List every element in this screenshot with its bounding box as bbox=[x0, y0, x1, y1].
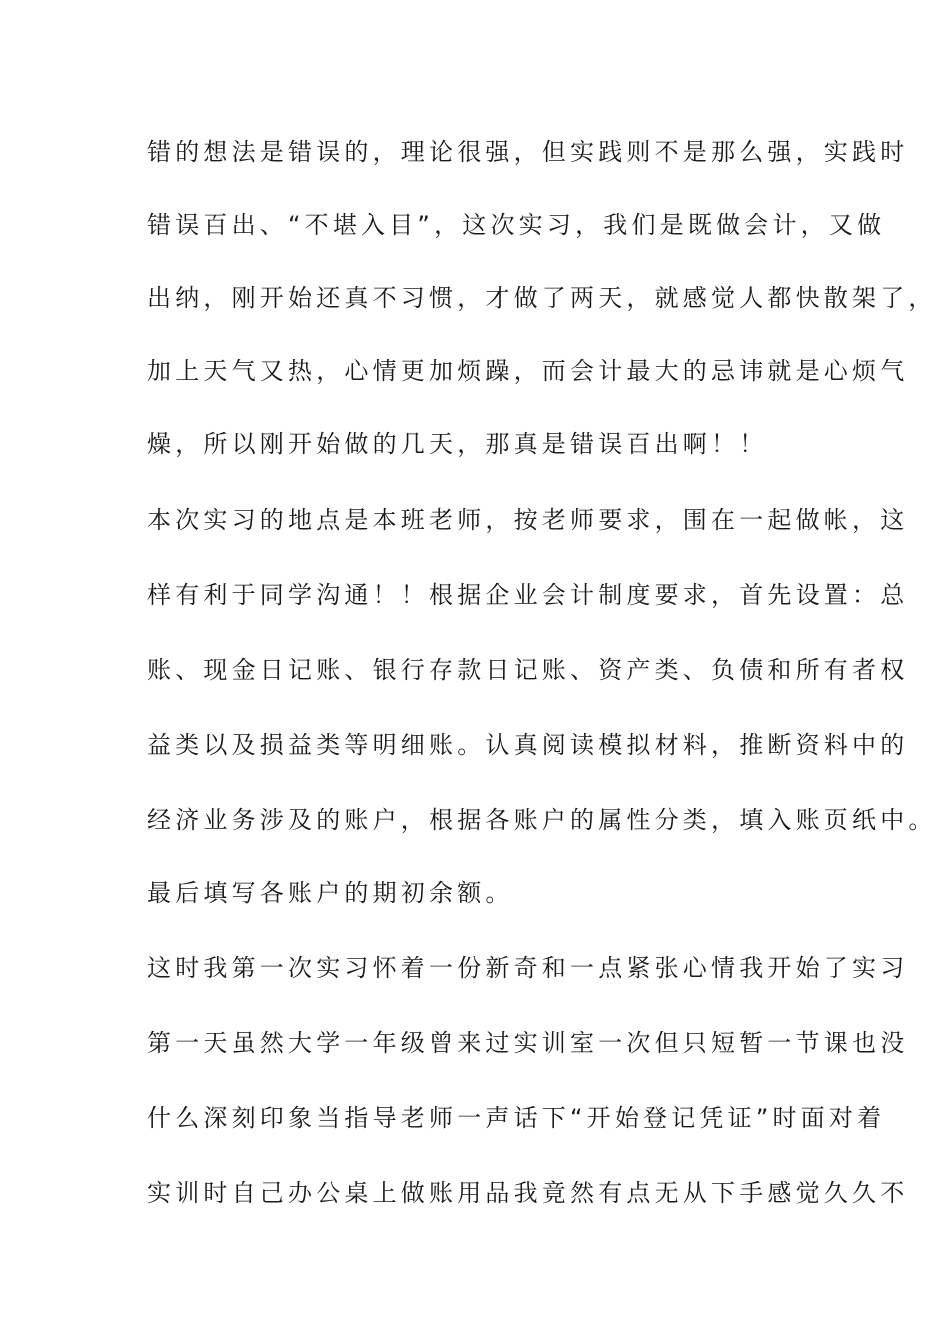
text-line: 益类以及损益类等明细账。认真阅读模拟材料，推断资料中的 bbox=[147, 731, 909, 759]
text-line: 燥，所以刚开始做的几天，那真是错误百出啊！！ bbox=[147, 430, 768, 458]
text-line: 什么深刻印象当指导老师一声话下“开始登记凭证”时面对着 bbox=[147, 1104, 886, 1132]
text-line: 错误百出、“不堪入目”，这次实习，我们是既做会计，又做 bbox=[147, 211, 886, 239]
text-line: 经济业务涉及的账户，根据各账户的属性分类，填入账页纸中。 bbox=[147, 806, 937, 834]
text-line: 最后填写各账户的期初余额。 bbox=[147, 879, 514, 907]
text-line: 这时我第一次实习怀着一份新奇和一点紧张心情我开始了实习 bbox=[147, 954, 909, 982]
text-line: 实训时自己办公桌上做账用品我竟然有点无从下手感觉久久不 bbox=[147, 1179, 909, 1207]
text-line: 出纳，刚开始还真不习惯，才做了两天，就感觉人都快散架了， bbox=[147, 284, 937, 312]
text-line: 本次实习的地点是本班老师，按老师要求，围在一起做帐，这 bbox=[147, 506, 909, 534]
text-line: 加上天气又热，心情更加烦躁，而会计最大的忌讳就是心烦气 bbox=[147, 357, 909, 385]
text-line: 账、现金日记账、银行存款日记账、资产类、负债和所有者权 bbox=[147, 656, 909, 684]
text-line: 错的想法是错误的，理论很强，但实践则不是那么强，实践时 bbox=[147, 138, 909, 166]
text-line: 样有利于同学沟通！！根据企业会计制度要求，首先设置：总 bbox=[147, 581, 909, 609]
text-line: 第一天虽然大学一年级曾来过实训室一次但只短暂一节课也没 bbox=[147, 1029, 909, 1057]
